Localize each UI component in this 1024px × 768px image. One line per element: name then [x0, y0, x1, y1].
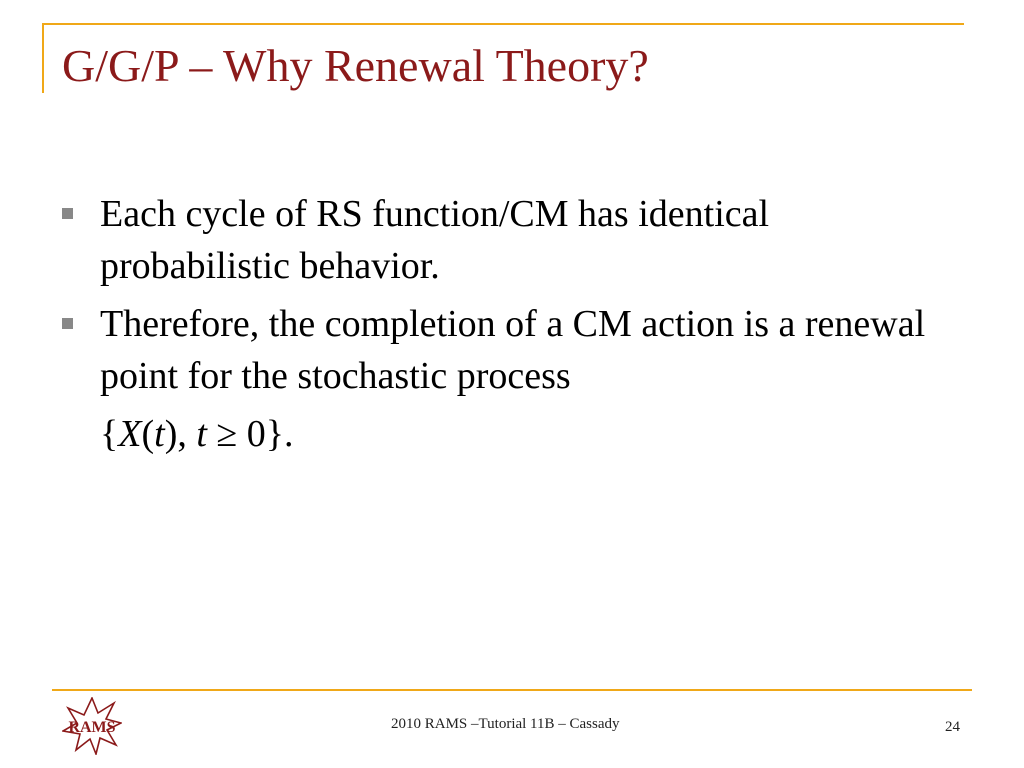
bullet-item [62, 188, 942, 292]
rams-star-logo-icon [62, 697, 122, 755]
square-bullet-icon [62, 208, 73, 219]
formula-relation: ≥ 0 [216, 413, 266, 455]
process-formula [100, 408, 942, 460]
rams-logo [62, 697, 122, 755]
footer-text: 2010 RAMS –Tutorial 11B – Cassady [391, 716, 620, 732]
formula-brace-open: { [100, 413, 119, 455]
page-number: 24 [945, 719, 960, 735]
bullet-text: Therefore, the completion of a CM action is a renewal point for the stochastic process [100, 303, 926, 397]
formula-paren-close: ), [164, 413, 187, 455]
left-accent-rule [42, 23, 44, 93]
bottom-accent-rule [52, 689, 972, 691]
square-bullet-icon [62, 318, 73, 329]
bullet-text: Each cycle of RS function/CM has identical probabilistic behavior. [100, 193, 770, 287]
formula-var-x: X [118, 413, 142, 455]
bullet-item [62, 298, 942, 402]
formula-brace-close: }. [265, 413, 294, 455]
logo-text: RAMS [68, 719, 116, 736]
top-accent-rule [42, 23, 964, 25]
formula-var-t: t [196, 413, 207, 455]
slide-body [62, 188, 942, 460]
slide-title: G/G/P – Why Renewal Theory? [62, 40, 649, 91]
formula-var-t: t [154, 413, 165, 455]
formula-paren-open: ( [141, 413, 155, 455]
